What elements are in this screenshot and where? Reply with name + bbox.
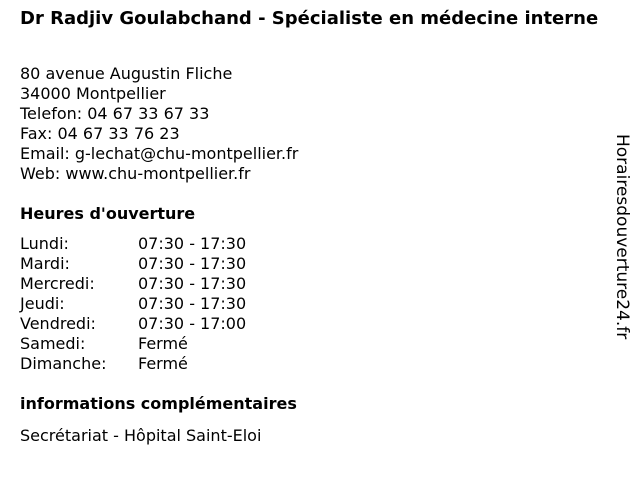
day-hours: 07:30 - 17:30 (138, 274, 247, 293)
contact-details (20, 64, 298, 184)
watermark-text: Horairesdouverture24.fr (612, 134, 632, 340)
day-label: Lundi: (20, 234, 69, 253)
additional-info-text: Secrétariat - Hôpital Saint-Eloi (20, 426, 262, 445)
hours-row (20, 334, 280, 354)
fax-number: Fax: 04 67 33 76 23 (20, 124, 180, 143)
day-hours: 07:30 - 17:30 (138, 294, 247, 313)
opening-hours-table (20, 234, 280, 374)
day-hours: Fermé (138, 354, 188, 373)
day-hours: Fermé (138, 334, 188, 353)
day-hours: 07:30 - 17:00 (138, 314, 247, 333)
additional-info-heading: informations complémentaires (20, 394, 297, 413)
hours-row (20, 234, 280, 254)
opening-hours-heading: Heures d'ouverture (20, 204, 196, 223)
hours-row (20, 254, 280, 274)
address-city: 34000 Montpellier (20, 84, 166, 103)
day-label: Mercredi: (20, 274, 95, 293)
day-hours: 07:30 - 17:30 (138, 234, 247, 253)
day-label: Samedi: (20, 334, 86, 353)
watermark (612, 134, 632, 344)
day-label: Vendredi: (20, 314, 96, 333)
page-title: Dr Radjiv Goulabchand - Spécialiste en médecine interne (20, 8, 599, 29)
hours-row (20, 354, 280, 374)
day-label: Mardi: (20, 254, 70, 273)
day-label: Jeudi: (20, 294, 65, 313)
address-street: 80 avenue Augustin Fliche (20, 64, 233, 83)
email-address: Email: g-lechat@chu-montpellier.fr (20, 144, 299, 163)
day-hours: 07:30 - 17:30 (138, 254, 247, 273)
hours-row (20, 274, 280, 294)
website: Web: www.chu-montpellier.fr (20, 164, 251, 183)
phone-number: Telefon: 04 67 33 67 33 (20, 104, 210, 123)
hours-row (20, 314, 280, 334)
hours-row (20, 294, 280, 314)
day-label: Dimanche: (20, 354, 107, 373)
